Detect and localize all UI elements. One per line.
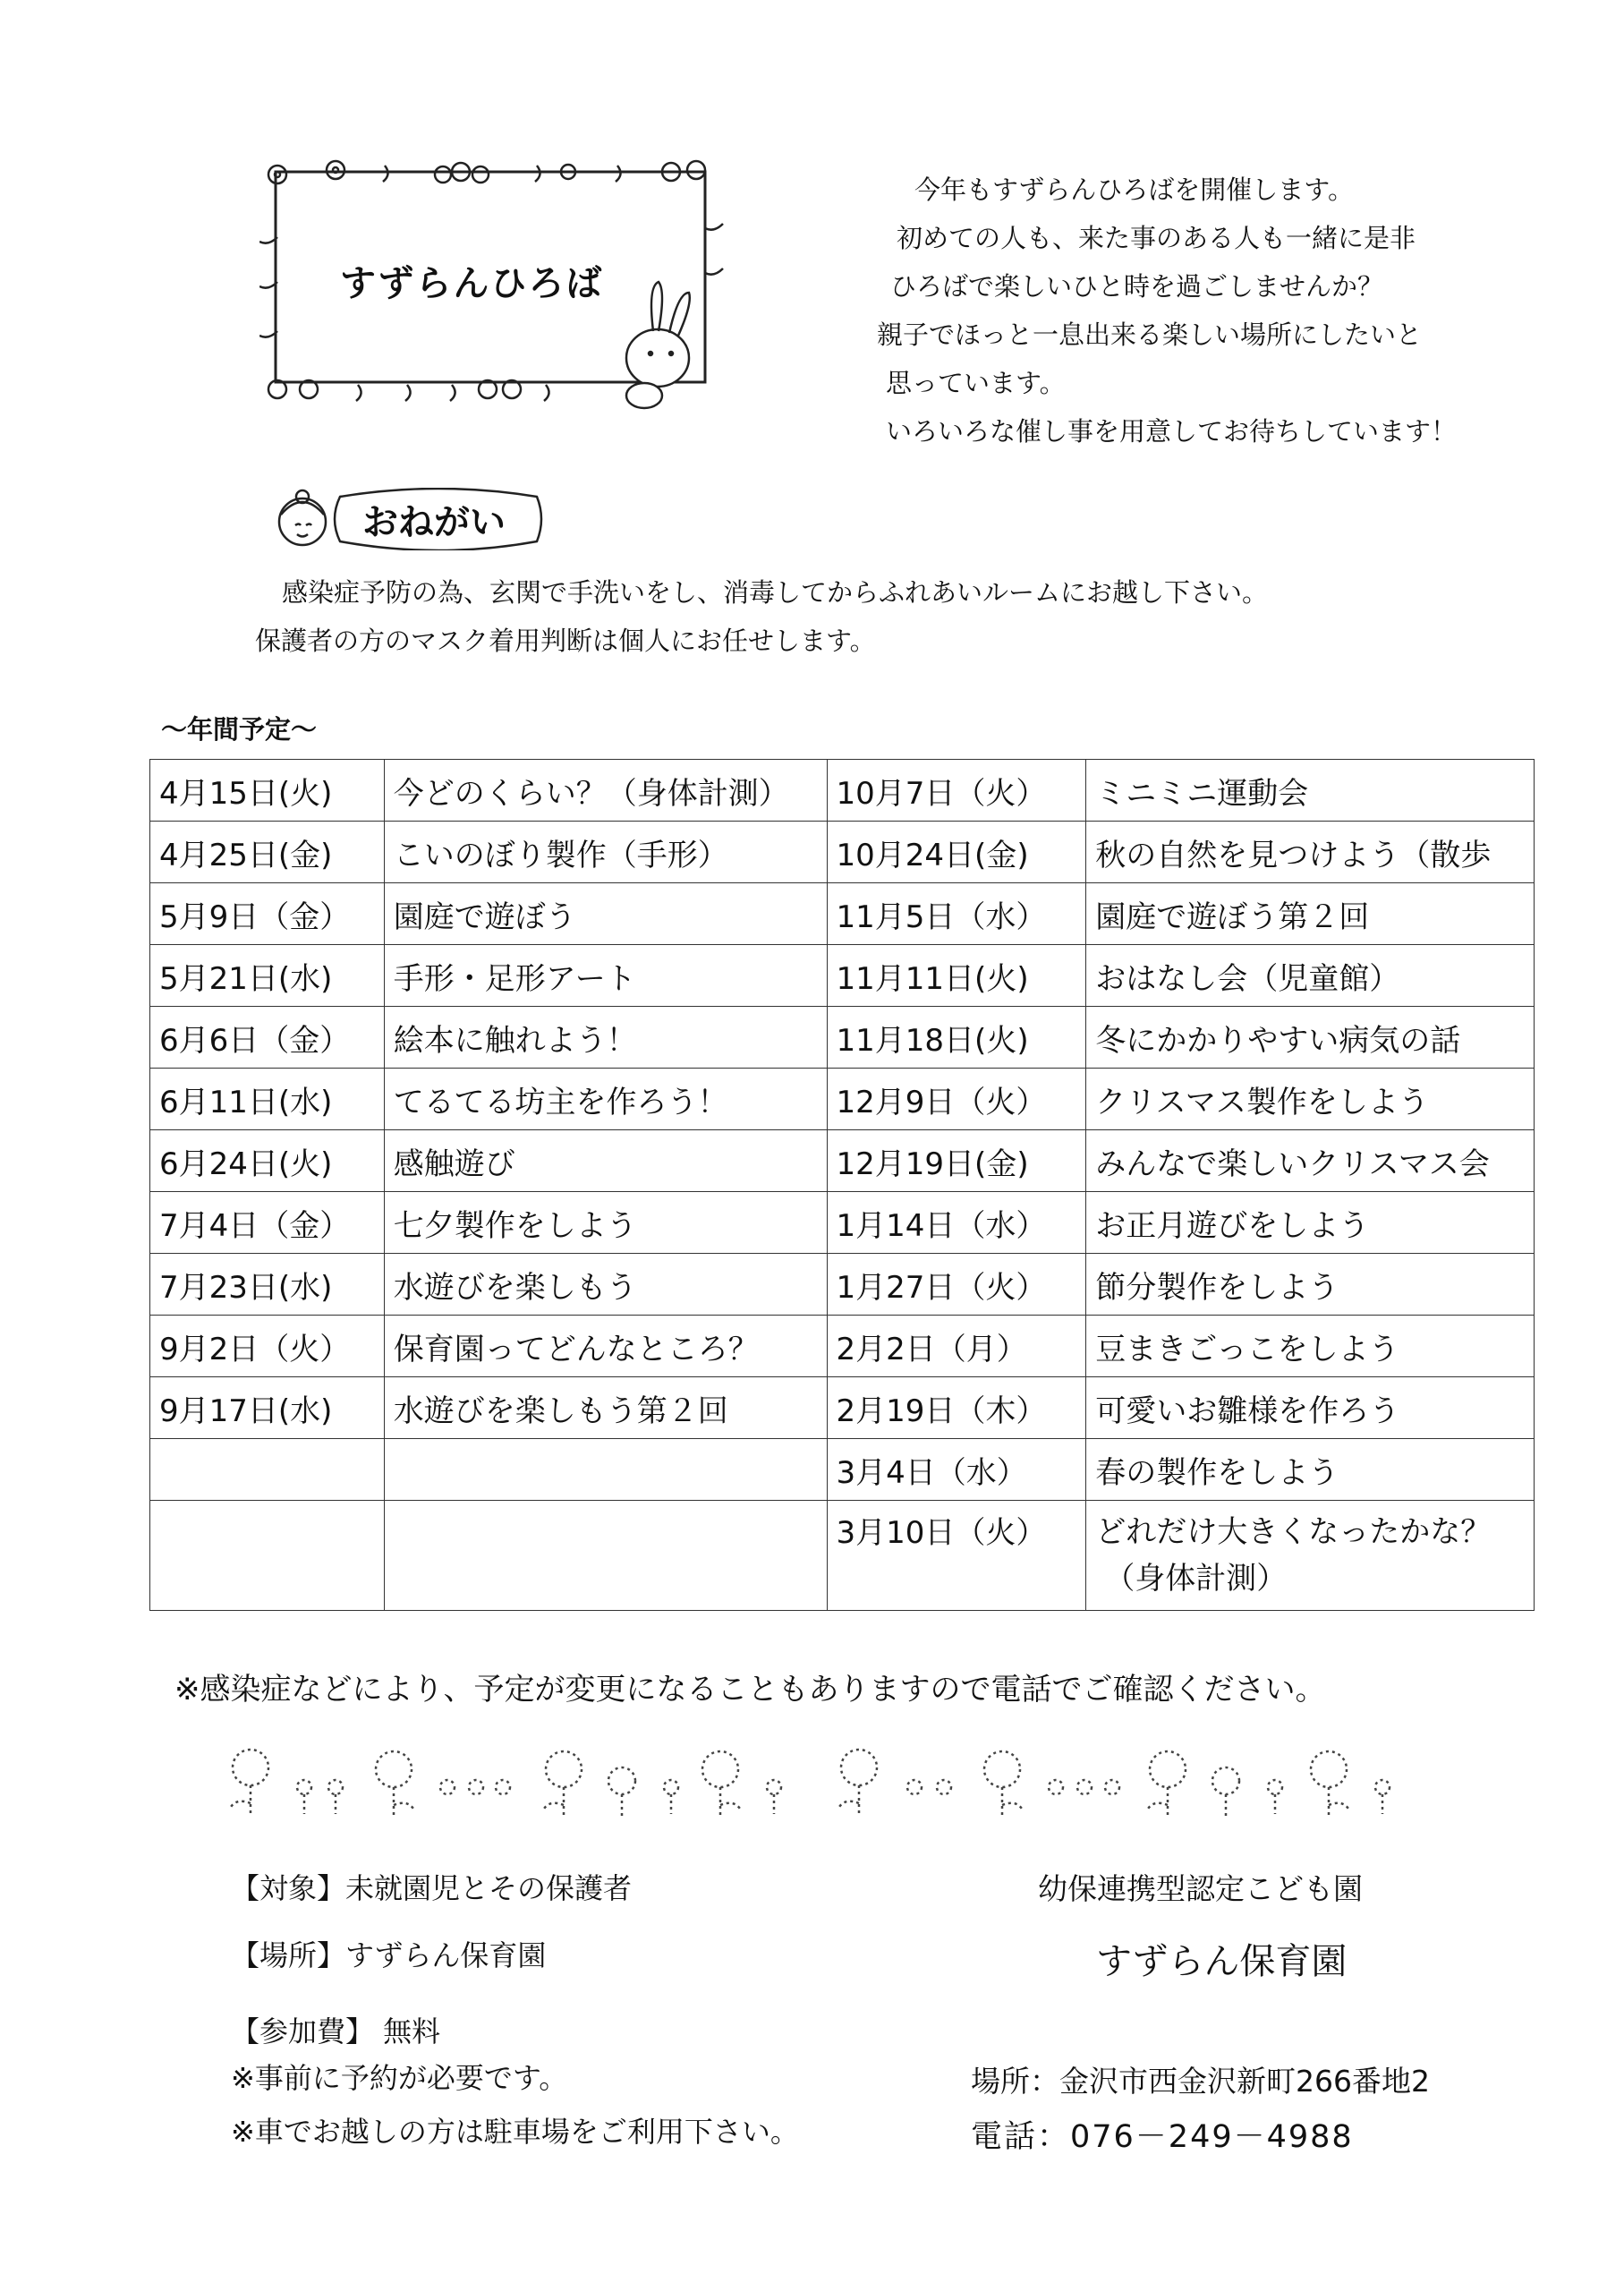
event-cell: 豆まきごっこをしよう <box>1086 1316 1535 1377</box>
date-cell: 1月27日（火） <box>827 1254 1086 1316</box>
event-cell: てるてる坊主を作ろう！ <box>384 1069 827 1130</box>
event-cell: 秋の自然を見つけよう（散歩 <box>1086 822 1535 883</box>
event-cell <box>1086 1501 1535 1611</box>
event-cell: 春の製作をしよう <box>1086 1439 1535 1501</box>
date-cell: 6月11日(水) <box>150 1069 385 1130</box>
event-cell: ミニミニ運動会 <box>1086 760 1535 822</box>
event-cell: おはなし会（児童館） <box>1086 945 1535 1007</box>
date-cell: 4月15日(火) <box>150 760 385 822</box>
date-cell: 12月9日（火） <box>827 1069 1086 1130</box>
request-text <box>255 568 1268 665</box>
organization-name: すずらん保育園 <box>1096 1941 1348 1982</box>
place-info: 【場所】すずらん保育園 <box>231 1938 547 1972</box>
event-cell: 冬にかかりやすい病気の話 <box>1086 1007 1535 1069</box>
parking-note: ※車でお越しの方は駐車場をご利用下さい。 <box>231 2115 799 2149</box>
request-label: おねがい <box>362 502 506 543</box>
table-row <box>150 883 1535 945</box>
event-cell <box>384 1501 827 1611</box>
event-cell: 七夕製作をしよう <box>384 1192 827 1254</box>
event-cell: 水遊びを楽しもう第２回 <box>384 1377 827 1439</box>
schedule-note: ※感染症などにより、予定が変更になることもありますので電話でご確認ください。 <box>174 1672 1326 1708</box>
event-cell: お正月遊びをしよう <box>1086 1192 1535 1254</box>
event-cell: クリスマス製作をしよう <box>1086 1069 1535 1130</box>
intro-line: ひろばで楽しいひと時を過ごしませんか？ <box>890 271 1384 302</box>
event-cell: 絵本に触れよう！ <box>384 1007 827 1069</box>
organization-address: 場所：金沢市西金沢新町266番地2 <box>971 2064 1430 2099</box>
table-row <box>150 1439 1535 1501</box>
intro-paragraph <box>877 166 1458 456</box>
date-cell: 4月25日(金) <box>150 822 385 883</box>
intro-line: いろいろな催し事を用意してお待ちしています！ <box>886 416 1458 447</box>
intro-line: 初めての人も、来た事のある人も一緒に是非 <box>897 223 1416 253</box>
fee-info: 【参加費】 無料 <box>231 2014 441 2048</box>
event-cell: 節分製作をしよう <box>1086 1254 1535 1316</box>
table-row <box>150 1316 1535 1377</box>
event-cell: 水遊びを楽しもう <box>384 1254 827 1316</box>
table-row <box>150 822 1535 883</box>
date-cell: 10月24日(金) <box>827 822 1086 883</box>
date-cell: 5月9日（金） <box>150 883 385 945</box>
intro-line: 思っています。 <box>886 368 1066 398</box>
date-cell: 1月14日（水） <box>827 1192 1086 1254</box>
table-row <box>150 1254 1535 1316</box>
table-row <box>150 1130 1535 1192</box>
page-title: すずらんひろば <box>340 263 604 304</box>
intro-line: 親子でほっと一息出来る楽しい場所にしたいと <box>877 319 1423 350</box>
date-cell: 2月19日（木） <box>827 1377 1086 1439</box>
date-cell: 6月24日(火) <box>150 1130 385 1192</box>
date-cell: 11月18日(火) <box>827 1007 1086 1069</box>
event-cell: 感触遊び <box>384 1130 827 1192</box>
intro-line: 今年もすずらんひろばを開催します。 <box>914 175 1354 205</box>
table-row <box>150 760 1535 822</box>
event-line: （身体計測） <box>1104 1561 1288 1597</box>
schedule-heading: ～年間予定～ <box>161 714 318 745</box>
date-cell: 7月23日(水) <box>150 1254 385 1316</box>
event-cell <box>384 1439 827 1501</box>
date-cell <box>150 1439 385 1501</box>
table-row <box>150 1007 1535 1069</box>
request-line: 感染症予防の為、玄関で手洗いをし、消毒してからふれあいルームにお越し下さい。 <box>282 577 1269 608</box>
table-row <box>150 1192 1535 1254</box>
event-cell: こいのぼり製作（手形） <box>384 822 827 883</box>
table-row <box>150 1501 1535 1611</box>
date-cell: 11月11日(火) <box>827 945 1086 1007</box>
date-cell: 3月4日（水） <box>827 1439 1086 1501</box>
request-line: 保護者の方のマスク着用判断は個人にお任せします。 <box>255 626 876 656</box>
reservation-note: ※事前に予約が必要です。 <box>231 2061 568 2095</box>
event-cell: 園庭で遊ぼう第２回 <box>1086 883 1535 945</box>
event-cell: 手形・足形アート <box>384 945 827 1007</box>
date-cell: 10月7日（火） <box>827 760 1086 822</box>
table-row <box>150 1069 1535 1130</box>
date-cell: 6月6日（金） <box>150 1007 385 1069</box>
date-cell <box>150 1501 385 1611</box>
date-cell: 9月17日(水) <box>150 1377 385 1439</box>
date-cell: 5月21日(水) <box>150 945 385 1007</box>
flower-row-decoration <box>215 1741 1530 1821</box>
date-cell: 12月19日(金) <box>827 1130 1086 1192</box>
event-cell: 園庭で遊ぼう <box>384 883 827 945</box>
date-cell: 2月2日（月） <box>827 1316 1086 1377</box>
date-cell: 11月5日（水） <box>827 883 1086 945</box>
date-cell: 3月10日（火） <box>827 1501 1086 1611</box>
date-cell: 9月2日（火） <box>150 1316 385 1377</box>
organization-type: 幼保連携型認定こども園 <box>1038 1871 1363 1906</box>
event-cell: みんなで楽しいクリスマス会 <box>1086 1130 1535 1192</box>
table-row <box>150 1377 1535 1439</box>
event-cell: 保育園ってどんなところ？ <box>384 1316 827 1377</box>
event-line: どれだけ大きくなったかな？ <box>1095 1514 1492 1550</box>
date-cell: 7月4日（金） <box>150 1192 385 1254</box>
organization-phone: 電話：076－249－4988 <box>971 2119 1354 2155</box>
target-info: 【対象】未就園児とその保護者 <box>231 1871 633 1905</box>
schedule-table <box>149 759 1535 1611</box>
event-cell: 今どのくらい？（身体計測） <box>384 760 827 822</box>
table-row <box>150 945 1535 1007</box>
event-cell: 可愛いお雛様を作ろう <box>1086 1377 1535 1439</box>
